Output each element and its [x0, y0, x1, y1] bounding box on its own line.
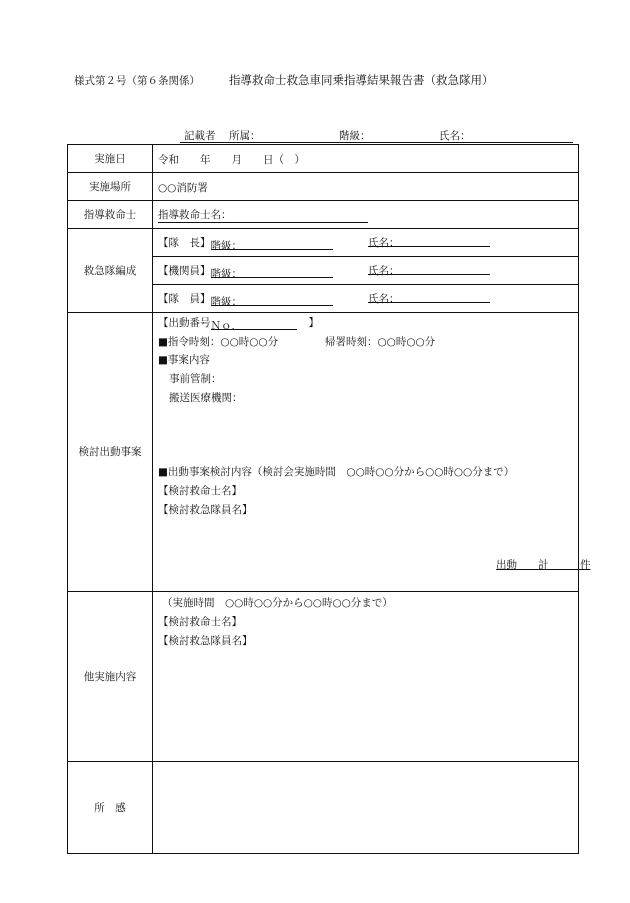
- name-label: 氏名：: [439, 130, 471, 142]
- reviewing-paramedic[interactable]: 【検討救命士名】: [158, 485, 242, 497]
- place-value[interactable]: ○○消防署: [158, 182, 208, 194]
- reviewing-member[interactable]: 【検討救急隊員名】: [158, 504, 253, 516]
- case-review-label: 検討出動事案: [78, 446, 142, 458]
- other-label: 他実施内容: [83, 670, 137, 683]
- member-rank-label: 階級：: [210, 268, 242, 280]
- affiliation-label: 所属：: [229, 130, 261, 142]
- member-rank-field[interactable]: [211, 294, 333, 306]
- transport-hospital[interactable]: 搬送医療機関：: [169, 392, 243, 404]
- form-number: 様式第２号（第６条関係）: [74, 75, 200, 87]
- date-value[interactable]: 令和 年 月 日（ ）: [158, 154, 305, 166]
- recorder-label: 記載者: [184, 130, 216, 142]
- member-role: 【機関員】: [158, 265, 211, 277]
- member-role: 【隊 長】: [158, 237, 211, 249]
- dispatch-number-field[interactable]: [211, 318, 297, 330]
- rank-label: 階級：: [339, 130, 371, 142]
- team-member-row: [158, 263, 333, 278]
- column-divider: [152, 145, 153, 853]
- team-label: 救急隊編成: [83, 264, 137, 277]
- date-label: 実施日: [94, 153, 126, 165]
- command-time[interactable]: ■指令時刻：○○時○○分: [158, 336, 279, 348]
- dispatch-count[interactable]: 出動 計 件: [496, 559, 591, 571]
- member-name-field[interactable]: [368, 291, 490, 303]
- return-time[interactable]: 帰署時刻：○○時○○分: [325, 336, 436, 348]
- prior-control[interactable]: 事前管制：: [169, 373, 222, 385]
- member-name-field[interactable]: [368, 235, 490, 247]
- member-name-label: 氏名：: [368, 237, 400, 249]
- member-name-label: 氏名：: [368, 265, 400, 277]
- dispatch-number: [158, 315, 319, 330]
- page-title: 指導救命士救急車同乗指導結果報告書（救急隊用）: [229, 73, 494, 87]
- member-role: 【隊 員】: [158, 293, 211, 305]
- review-content-heading: ■出動事案検討内容（検討会実施時間 ○○時○○分から○○時○○分まで）: [158, 466, 515, 478]
- dispatch-number-close: 】: [308, 317, 319, 329]
- member-name-label: 氏名：: [368, 293, 400, 305]
- team-member-row: [158, 235, 333, 250]
- member-rank-field[interactable]: [211, 266, 333, 278]
- case-content-heading: ■事案内容: [158, 354, 210, 366]
- impression-field[interactable]: [154, 765, 574, 849]
- other-member[interactable]: 【検討救急隊員名】: [158, 635, 253, 647]
- place-label: 実施場所: [89, 180, 131, 193]
- instructor-name-label: 指導救命士名：: [158, 209, 232, 221]
- instructor-label: 指導救命士: [83, 208, 137, 221]
- member-name-field[interactable]: [368, 263, 490, 275]
- member-rank-field[interactable]: [211, 238, 333, 250]
- dispatch-number-value: Ｎｏ．: [210, 320, 242, 332]
- other-paramedic[interactable]: 【検討救命士名】: [158, 616, 242, 628]
- row-divider: [152, 284, 578, 285]
- recorder-line: [180, 128, 573, 143]
- report-form-table: [67, 144, 591, 854]
- member-rank-label: 階級：: [210, 296, 242, 308]
- instructor-field[interactable]: [158, 207, 368, 223]
- impression-label: 所 感: [94, 801, 126, 814]
- row-divider: [152, 256, 578, 257]
- team-member-row: [158, 291, 333, 306]
- other-time[interactable]: （実施時間 ○○時○○分から○○時○○分まで）: [162, 597, 393, 609]
- dispatch-number-open: 【出動番号: [158, 317, 211, 329]
- member-rank-label: 階級：: [210, 240, 242, 252]
